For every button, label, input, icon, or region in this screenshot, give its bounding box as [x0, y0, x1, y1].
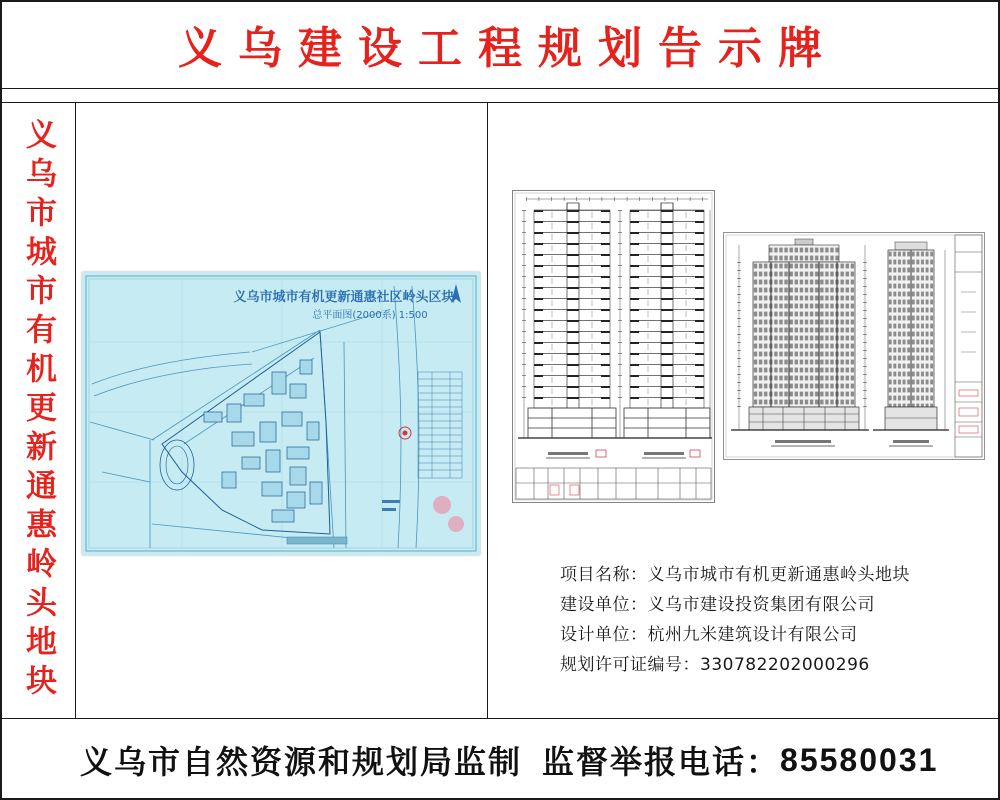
section-drawing: [512, 190, 715, 503]
footer-divider: [0, 718, 1000, 719]
permit-number: 330782202000296: [700, 655, 870, 675]
permit-label: 规划许可证编号：: [560, 655, 700, 675]
site-plan-title: 义乌市城市有机更新通惠社区岭头区块: [233, 290, 455, 305]
board-footer: [80, 736, 938, 784]
permit-row: [560, 650, 910, 680]
header-divider: [0, 88, 1000, 89]
center-column-divider: [487, 102, 488, 718]
issuer-text: 义乌市自然资源和规划局监制: [80, 744, 523, 780]
site-plan-drawing: [82, 272, 480, 555]
plan-legend-bar: [287, 537, 347, 544]
builder-row: [560, 590, 910, 620]
section-building-b: [630, 210, 704, 408]
project-name-row: [560, 560, 910, 590]
builder-value: 义乌市建设投资集团有限公司: [647, 595, 875, 615]
side-column-divider: [75, 102, 76, 718]
board-title: 义乌建设工程规划告示牌: [178, 23, 838, 74]
hotline-label: 监督举报电话：: [542, 744, 781, 780]
site-plan-panel: [82, 272, 480, 555]
site-plan-subtitle: 总平面图(2000系) 1:500: [312, 310, 428, 321]
project-info: [560, 560, 910, 680]
section-drawing-panel: [512, 190, 715, 503]
side-elevation: [885, 242, 937, 430]
project-name-label: 项目名称：: [560, 565, 648, 585]
elevation-drawing: [723, 232, 985, 460]
side-panel: [0, 102, 75, 718]
project-name-value: 义乌市城市有机更新通惠岭头地块: [647, 565, 910, 585]
designer-label: 设计单位：: [560, 625, 648, 645]
designer-value: 杭州九米建筑设计有限公司: [647, 625, 858, 645]
builder-label: 建设单位：: [560, 595, 648, 615]
elevation-drawing-panel: [723, 232, 985, 460]
designer-row: [560, 620, 910, 650]
body-top-divider: [0, 102, 1000, 103]
front-elevation: [749, 239, 859, 430]
side-project-title: 义乌市城市有机更新通惠岭头地块: [20, 117, 56, 703]
hotline-number: 85580031: [780, 741, 939, 778]
section-building-a: [534, 210, 610, 408]
